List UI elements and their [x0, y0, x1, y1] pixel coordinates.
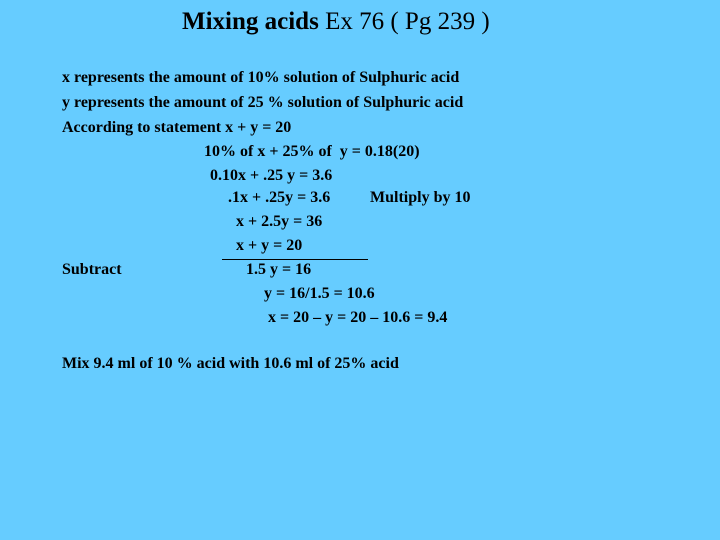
equation-7: y = 16/1.5 = 10.6	[264, 285, 375, 302]
definition-y: y represents the amount of 25 % solution of Sulphuric acid	[62, 94, 464, 111]
title-rest: Ex 76 ( Pg 239 )	[318, 8, 490, 35]
multiply-note: Multiply by 10	[370, 189, 471, 206]
equation-5: x + y = 20	[236, 237, 303, 254]
definition-x: x represents the amount of 10% solution of Sulphuric acid	[62, 69, 460, 86]
conclusion-text: Mix 9.4 ml of 10 % acid with 10.6 ml of 25% acid	[62, 355, 399, 372]
title-bold: Mixing acids	[182, 8, 319, 35]
equation-2: 0.10x + .25 y = 3.6	[210, 167, 333, 184]
equation-1: 10% of x + 25% of y = 0.18(20)	[204, 143, 420, 160]
subtract-label: Subtract	[62, 261, 122, 278]
equation-4: x + 2.5y = 36	[236, 213, 323, 230]
statement-line: According to statement x + y = 20	[62, 119, 292, 136]
equation-8: x = 20 – y = 20 – 10.6 = 9.4	[268, 309, 448, 326]
equation-6: 1.5 y = 16	[246, 261, 312, 278]
equation-3: .1x + .25y = 3.6	[228, 189, 331, 206]
slide-title	[182, 8, 490, 36]
